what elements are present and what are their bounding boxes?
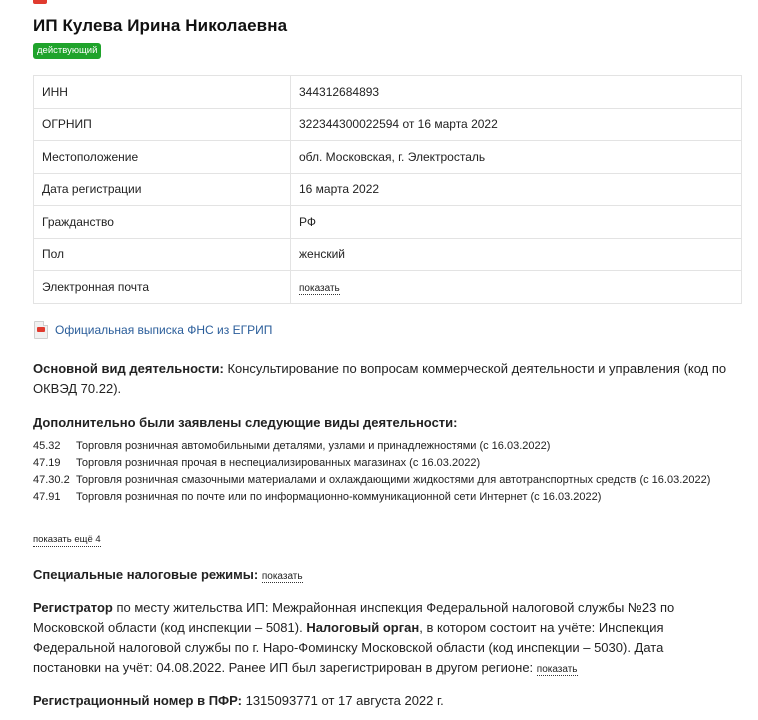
pdf-icon-top [33, 0, 47, 4]
email-cell [291, 271, 742, 304]
ogrnip-value: 322344300022594 от 16 марта 2022 [291, 108, 742, 141]
registrar-label: Регистратор [33, 600, 113, 615]
activity-code: 47.19 [33, 457, 61, 469]
activity-text: Торговля розничная автомобильными деталями, узлами и принадлежностями (с 16.03.2022) [76, 440, 551, 452]
tax-regimes [33, 565, 733, 587]
extra-activities-heading [33, 413, 733, 433]
activities-list [33, 438, 733, 506]
main-activity-label: Основной вид деятельности: [33, 361, 224, 376]
inn-value: 344312684893 [291, 76, 742, 109]
extra-activities-heading-text: Дополнительно были заявлены следующие виды деятельности: [33, 415, 458, 430]
list-item [33, 455, 733, 472]
pfr-text: 1315093771 от 17 августа 2022 г. [241, 693, 444, 708]
list-item [33, 489, 733, 506]
show-previous-region-link[interactable]: показать [536, 664, 578, 675]
show-email-link[interactable]: показать [299, 282, 340, 294]
registrar-info [33, 598, 733, 680]
activity-text: Торговля розничная по почте или по информационно-коммуникационной сети Интернет (с 16.03.2022) [76, 491, 602, 503]
table-row [34, 76, 742, 109]
citizenship-value: РФ [291, 206, 742, 239]
fns-extract-link[interactable] [34, 321, 272, 339]
ogrnip-label: ОГРНИП [34, 108, 291, 141]
table-row [34, 206, 742, 239]
registrar-text: по месту жительства ИП: Межрайонная инспекция Федеральной налоговой службы №23 по Московской области (код инспекции – 5081). [33, 600, 675, 635]
activity-code: 45.32 [33, 440, 61, 452]
table-row [34, 271, 742, 304]
email-label: Электронная почта [34, 271, 291, 304]
fns-extract-label: Официальная выписка ФНС из ЕГРИП [55, 323, 273, 337]
activity-code: 47.91 [33, 491, 61, 503]
reg-date-label: Дата регистрации [34, 173, 291, 206]
reg-date-value: 16 марта 2022 [291, 173, 742, 206]
pfr-info [33, 691, 733, 711]
gender-value: женский [291, 238, 742, 271]
pdf-icon [34, 321, 48, 339]
table-row [34, 108, 742, 141]
table-row [34, 238, 742, 271]
main-activity [33, 359, 733, 399]
tax-regimes-label: Специальные налоговые режимы: [33, 567, 259, 582]
activity-text: Торговля розничная прочая в неспециализированных магазинах (с 16.03.2022) [76, 457, 481, 469]
tax-authority-label: Налоговый орган [306, 620, 420, 635]
location-label: Местоположение [34, 141, 291, 174]
show-tax-regimes-link[interactable]: показать [261, 571, 303, 582]
activity-text: Торговля розничная смазочными материалами и охлаждающими жидкостями для автотранспортных средств (с 16.03.2022) [76, 474, 711, 486]
list-item [33, 438, 733, 455]
gender-label: Пол [34, 238, 291, 271]
location-value: обл. Московская, г. Электросталь [291, 141, 742, 174]
pfr-label: Регистрационный номер в ПФР: [33, 693, 242, 708]
show-more-activities-link[interactable]: показать ещё 4 [33, 534, 101, 545]
status-badge: действующий [33, 43, 101, 59]
main-activity-text: Консультирование по вопросам коммерческой деятельности и управления (код по ОКВЭД 70.22). [33, 361, 727, 396]
list-item [33, 472, 733, 489]
table-row [34, 173, 742, 206]
tax-authority-text: , в котором состоит на учёте: Инспекция Федеральной налоговой службы по г. Наро-Фоминску Московской области (код инспекции – 5030). Дата постановки на учёт: 04.08.2022. Ранее ИП был зарегистрирован в другом регионе: [33, 620, 664, 675]
table-row [34, 141, 742, 174]
info-table [33, 75, 742, 304]
activity-code: 47.30.2 [33, 474, 70, 486]
page-title: ИП Кулева Ирина Николаевна [33, 16, 288, 35]
inn-label: ИНН [34, 76, 291, 109]
citizenship-label: Гражданство [34, 206, 291, 239]
